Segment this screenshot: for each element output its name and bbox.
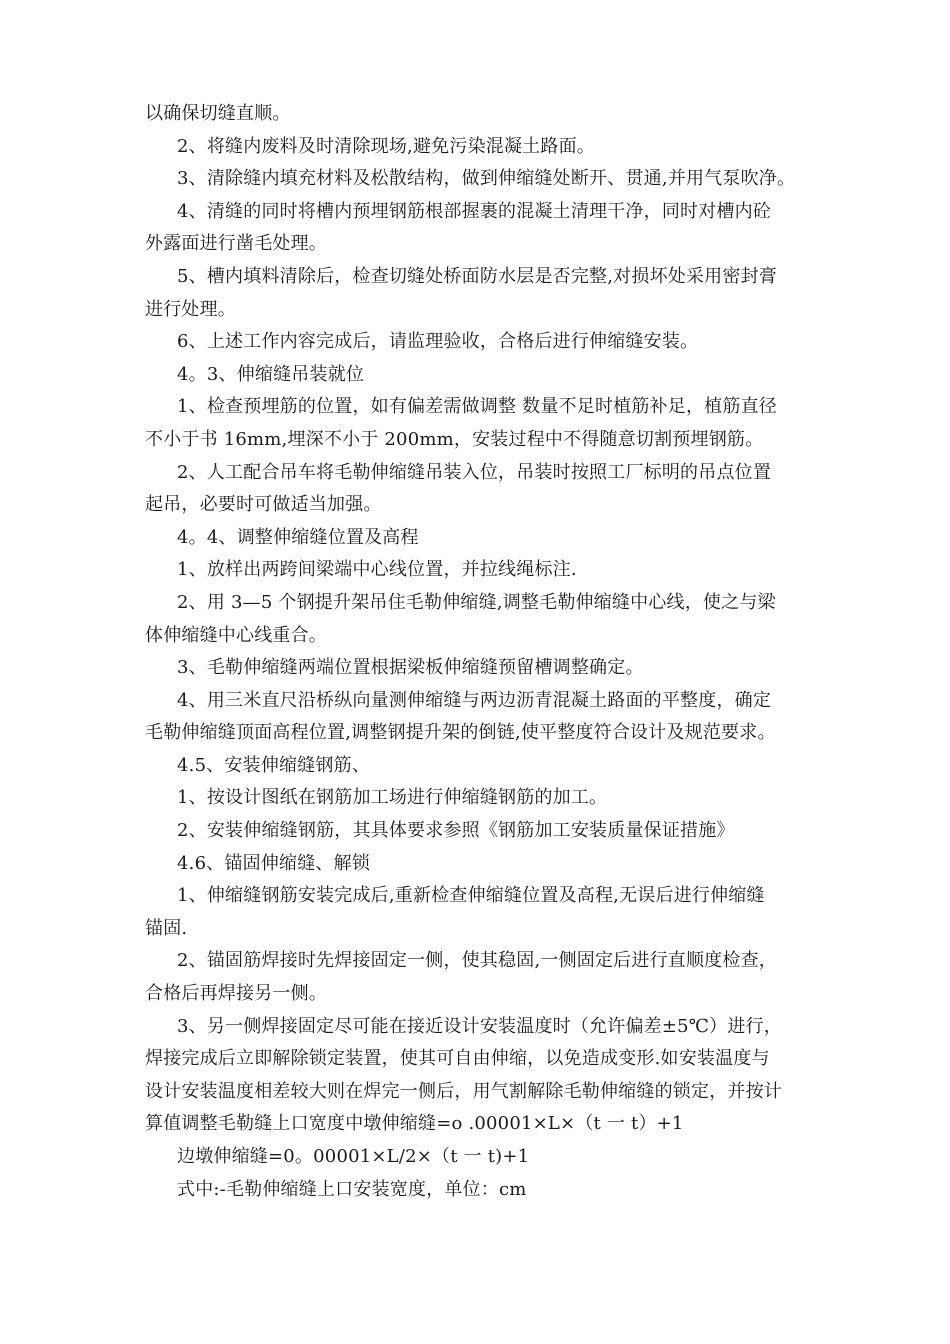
text-line: 4、用三米直尺沿桥纵向量测伸缩缝与两边沥青混凝土路面的平整度，确定	[177, 689, 772, 711]
text-line: 4。4、调整伸缩缝位置及高程	[177, 526, 419, 548]
text-line: 2、用 3—5 个钢提升架吊住毛勒伸缩缝,调整毛勒伸缩缝中心线，使之与梁	[177, 591, 776, 613]
text-line: 起吊，必要时可做适当加强。	[145, 494, 382, 516]
text-line: 式中:-毛勒伸缩缝上口安装宽度，单位：cm	[177, 1178, 527, 1200]
text-line: 外露面进行凿毛处理。	[145, 233, 327, 255]
text-line: 1、按设计图纸在钢筋加工场进行伸缩缝钢筋的加工。	[177, 787, 608, 809]
text-line: 毛勒伸缩缝顶面高程位置,调整钢提升架的倒链,使平整度符合设计及规范要求。	[145, 722, 776, 744]
text-line: 2、将缝内废料及时清除现场,避免污染混凝土路面。	[177, 135, 595, 157]
text-line: 3、清除缝内填充材料及松散结构，做到伸缩缝处断开、贯通,并用气泵吹净。	[177, 168, 796, 190]
text-line: 5、槽内填料清除后，检查切缝处桥面防水层是否完整,对损坏处采用密封膏	[177, 265, 777, 287]
text-line: 算值调整毛勒缝上口宽度中墩伸缩缝=o .00001×L×（t 一 t）+1	[145, 1113, 684, 1135]
text-line: 4.5、安装伸缩缝钢筋、	[177, 754, 371, 776]
text-line: 体伸缩缝中心线重合。	[145, 624, 327, 646]
text-line: 1、检查预埋筋的位置，如有偏差需做调整 数量不足时植筋补足，植筋直径	[177, 396, 777, 418]
text-line: 4.6、锚固伸缩缝、解锁	[177, 852, 371, 874]
text-line: 2、人工配合吊车将毛勒伸缩缝吊装入位，吊装时按照工厂标明的吊点位置	[177, 461, 772, 483]
text-line: 锚固.	[145, 917, 188, 939]
text-line: 2、锚固筋焊接时先焊接固定一侧，使其稳固,一侧固定后进行直顺度检查，	[177, 950, 777, 972]
text-line: 合格后再焊接另一侧。	[145, 983, 327, 1005]
text-line: 3、另一侧焊接固定尽可能在接近设计安装温度时（允许偏差±5℃）进行，	[177, 1015, 782, 1037]
document-body	[145, 98, 817, 1206]
text-line: 2、安装伸缩缝钢筋，其具体要求参照《钢筋加工安装质量保证措施》	[177, 820, 735, 842]
text-line: 不小于书 16mm,埋深不小于 200mm，安装过程中不得随意切割预埋钢筋。	[145, 428, 764, 450]
text-line: 1、放样出两跨间梁端中心线位置，并拉线绳标注.	[177, 559, 577, 581]
text-line: 边墩伸缩缝=0。00001×L/2×（t 一 t)+1	[177, 1146, 530, 1167]
text-line: 4、清缝的同时将槽内预埋钢筋根部握裹的混凝土清理干净，同时对槽内砼	[177, 200, 772, 222]
text-line: 以确保切缝直顺。	[145, 103, 291, 124]
text-line: 1、伸缩缝钢筋安装完成后,重新检查伸缩缝位置及高程,无误后进行伸缩缝	[177, 885, 765, 907]
text-line: 6、上述工作内容完成后，请监理验收，合格后进行伸缩缝安装。	[177, 331, 699, 353]
text-line: 进行处理。	[145, 298, 236, 320]
text-line: 焊接完成后立即解除锁定装置，使其可自由伸缩，以免造成变形.如安装温度与	[145, 1048, 770, 1070]
text-line: 4。3、伸缩缝吊装就位	[177, 363, 365, 385]
text-line: 设计安装温度相差较大则在焊完一侧后，用气割解除毛勒伸缩缝的锁定，并按计	[145, 1080, 782, 1102]
text-line: 3、毛勒伸缩缝两端位置根据梁板伸缩缝预留槽调整确定。	[177, 657, 644, 679]
